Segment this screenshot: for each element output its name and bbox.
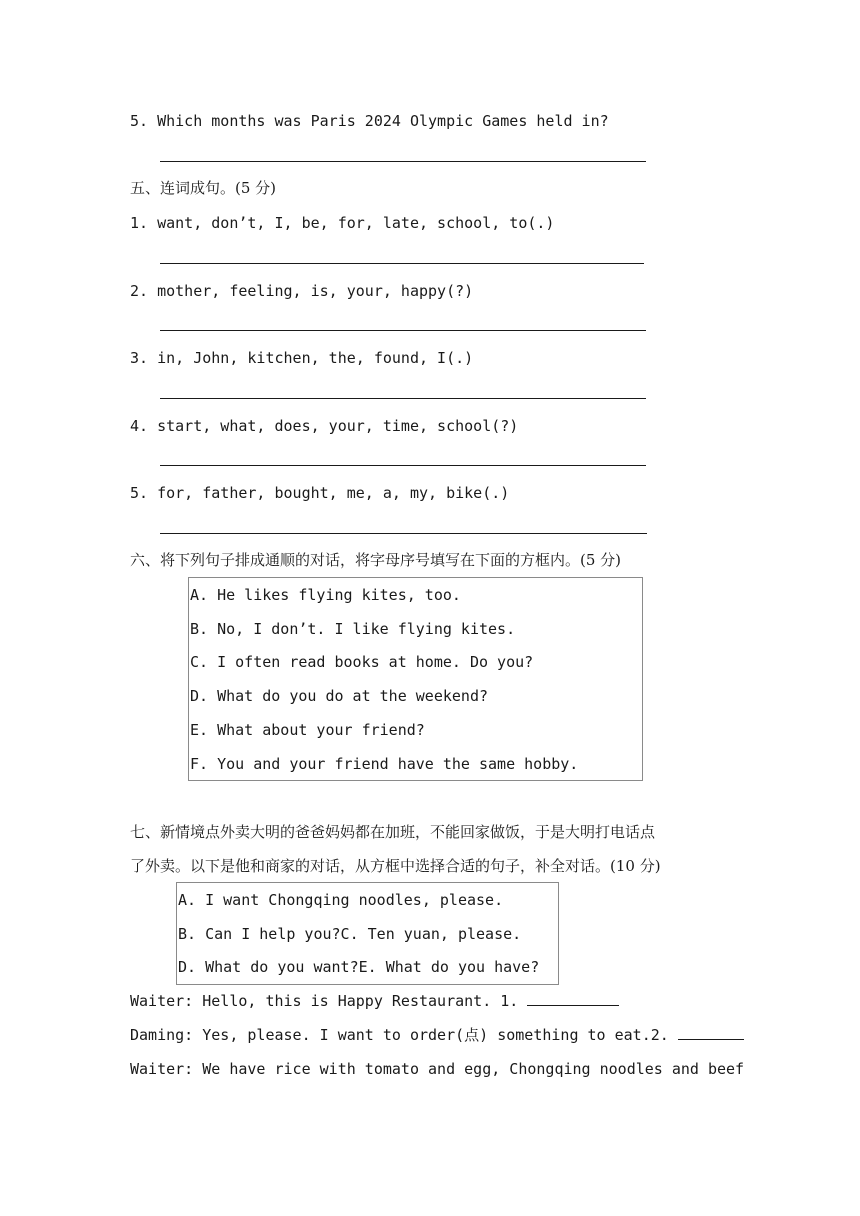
dialogue-line-3: Waiter: We have rice with tomato and egg, Chongqing noodles and beef: [130, 1060, 745, 1078]
part6-option-b: B. No, I don’t. I like flying kites.: [190, 620, 516, 638]
answer-line-part5-1[interactable]: [160, 263, 644, 264]
part6-heading: 六、将下列句子排成通顺的对话，将字母序号填写在下面的方框内。(5 分): [130, 551, 622, 569]
part7-option-a: A. I want Chongqing noodles, please.: [178, 891, 504, 909]
part6-options-box: [188, 577, 643, 781]
part6-option-e: E. What about your friend?: [190, 721, 425, 739]
part5-item-5: 5. for, father, bought, me, a, my, bike(.): [130, 484, 510, 502]
answer-line-part5-3[interactable]: [160, 398, 646, 399]
part5-item-2: 2. mother, feeling, is, your, happy(?): [130, 282, 474, 300]
part6-option-d: D. What do you do at the weekend?: [190, 687, 489, 705]
part6-option-a: A. He likes flying kites, too.: [190, 586, 461, 604]
answer-line-part5-5[interactable]: [160, 533, 647, 534]
part5-heading: 五、连词成句。(5 分): [130, 179, 277, 197]
answer-line-part4-q5[interactable]: [160, 161, 646, 162]
answer-blank-1[interactable]: [527, 991, 619, 1006]
part7-option-bc: B. Can I help you?C. Ten yuan, please.: [178, 925, 522, 943]
part7-heading-line-1: 七、新情境点外卖大明的爸爸妈妈都在加班，不能回家做饭，于是大明打电话点: [130, 823, 656, 841]
part5-item-4: 4. start, what, does, your, time, school(?): [130, 417, 519, 435]
part5-item-3: 3. in, John, kitchen, the, found, I(.): [130, 349, 474, 367]
dialogue-text-2: Daming: Yes, please. I want to order(点) something to eat.2.: [130, 1026, 669, 1044]
dialogue-text-1: Waiter: Hello, this is Happy Restaurant. 1.: [130, 992, 519, 1010]
part5-item-1: 1. want, don’t, I, be, for, late, school, to(.): [130, 214, 555, 232]
dialogue-line-1: [130, 991, 619, 1011]
answer-blank-2[interactable]: [678, 1025, 744, 1040]
part7-option-de: D. What do you want?E. What do you have?: [178, 958, 540, 976]
part7-heading-line-2: 了外卖。以下是他和商家的对话，从方框中选择合适的句子，补全对话。(10 分): [130, 857, 661, 875]
part6-option-f: F. You and your friend have the same hobby.: [190, 755, 579, 773]
answer-line-part5-2[interactable]: [160, 330, 646, 331]
answer-line-part5-4[interactable]: [160, 465, 646, 466]
dialogue-line-2: [130, 1025, 744, 1045]
part4-question-5: 5. Which months was Paris 2024 Olympic Games held in?: [130, 112, 609, 130]
part6-option-c: C. I often read books at home. Do you?: [190, 653, 534, 671]
